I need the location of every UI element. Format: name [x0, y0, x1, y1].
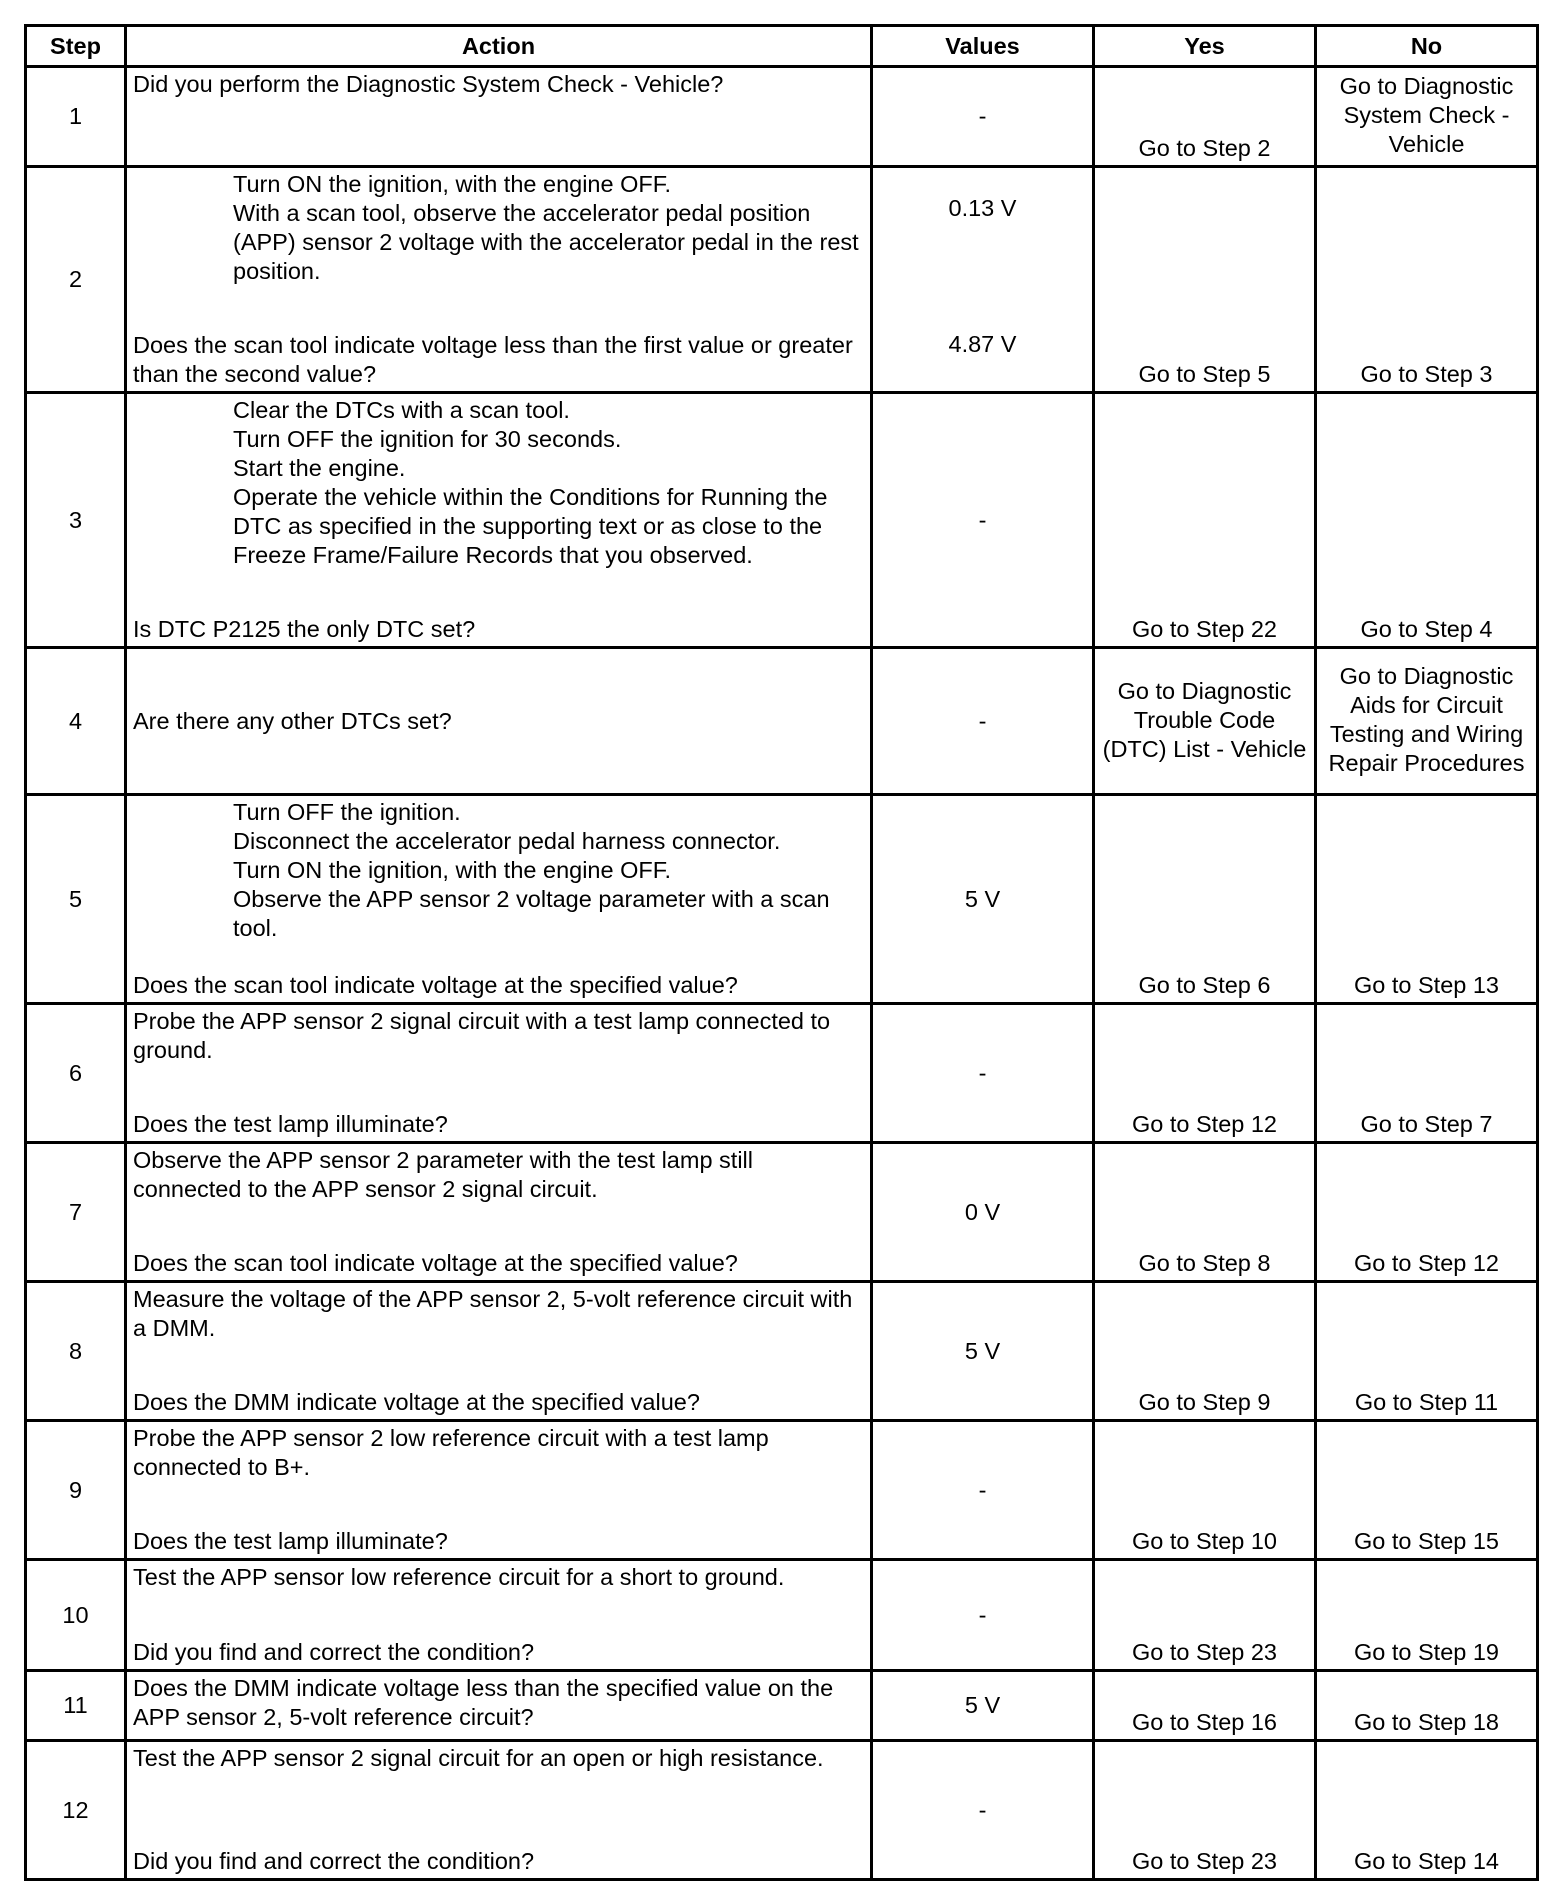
action-steps — [133, 798, 864, 943]
no-cell: Go to Step 4 — [1316, 393, 1538, 648]
action-cell — [126, 1741, 872, 1880]
header-no: No — [1316, 26, 1538, 67]
value-cell: - — [872, 1421, 1094, 1560]
no-cell: Go to Step 18 — [1316, 1671, 1538, 1741]
table-row — [26, 795, 1538, 1004]
yes-cell: Go to Step 23 — [1094, 1741, 1316, 1880]
action-question: Does the test lamp illuminate? — [133, 1528, 448, 1554]
action-text: Test the APP sensor low reference circuit for a short to ground. — [133, 1564, 785, 1590]
step-number: 11 — [26, 1671, 126, 1741]
action-cell — [126, 1671, 872, 1741]
yes-cell: Go to Step 2 — [1094, 67, 1316, 167]
action-text: Does the DMM indicate voltage less than the specified value on the APP sensor 2, 5-volt reference circuit? — [133, 1675, 834, 1730]
action-substep: Turn ON the ignition, with the engine OFF. — [233, 857, 672, 883]
action-cell — [126, 1560, 872, 1671]
no-cell: Go to Diagnostic System Check - Vehicle — [1316, 67, 1538, 167]
action-substep: Disconnect the accelerator pedal harness connector. — [233, 828, 781, 854]
step-number: 12 — [26, 1741, 126, 1880]
yes-cell: Go to Step 5 — [1094, 167, 1316, 393]
header-step: Step — [26, 26, 126, 67]
yes-cell: Go to Step 23 — [1094, 1560, 1316, 1671]
header-action: Action — [126, 26, 872, 67]
action-question: Does the scan tool indicate voltage at the specified value? — [133, 1250, 738, 1276]
yes-cell: Go to Step 16 — [1094, 1671, 1316, 1741]
value-cell: - — [872, 393, 1094, 648]
value-cell — [872, 167, 1094, 393]
step-number: 8 — [26, 1282, 126, 1421]
action-substep: Observe the APP sensor 2 voltage parameter with a scan tool. — [233, 886, 830, 941]
action-cell — [126, 167, 872, 393]
action-steps — [133, 396, 864, 570]
action-steps — [133, 170, 864, 286]
yes-cell: Go to Step 6 — [1094, 795, 1316, 1004]
yes-cell: Go to Step 10 — [1094, 1421, 1316, 1560]
step-number: 6 — [26, 1004, 126, 1143]
action-question: Is DTC P2125 the only DTC set? — [133, 616, 476, 642]
action-question: Does the DMM indicate voltage at the specified value? — [133, 1389, 700, 1415]
table-row — [26, 1560, 1538, 1671]
action-text: Probe the APP sensor 2 low reference circuit with a test lamp connected to B+. — [133, 1425, 769, 1480]
table-row — [26, 393, 1538, 648]
action-text: Did you perform the Diagnostic System Check - Vehicle? — [133, 71, 724, 97]
yes-cell: Go to Diagnostic Trouble Code (DTC) List - Vehicle — [1094, 648, 1316, 795]
action-text: Are there any other DTCs set? — [133, 707, 452, 734]
action-question: Does the scan tool indicate voltage at the specified value? — [133, 972, 738, 998]
action-question: Does the test lamp illuminate? — [133, 1111, 448, 1137]
no-cell: Go to Step 15 — [1316, 1421, 1538, 1560]
table-row — [26, 1421, 1538, 1560]
value-cell: 0 V — [872, 1143, 1094, 1282]
action-cell — [126, 795, 872, 1004]
yes-cell: Go to Step 12 — [1094, 1004, 1316, 1143]
action-substep: Start the engine. — [233, 455, 406, 481]
value-cell: 5 V — [872, 1671, 1094, 1741]
table-row — [26, 167, 1538, 393]
action-question: Does the scan tool indicate voltage less than the first value or greater than the second value? — [133, 332, 853, 387]
action-substep: Turn OFF the ignition for 30 seconds. — [233, 426, 622, 452]
no-cell: Go to Step 14 — [1316, 1741, 1538, 1880]
step-number: 10 — [26, 1560, 126, 1671]
no-cell: Go to Diagnostic Aids for Circuit Testing and Wiring Repair Procedures — [1316, 648, 1538, 795]
action-substep: Clear the DTCs with a scan tool. — [233, 397, 570, 423]
action-substep: Turn OFF the ignition. — [233, 799, 461, 825]
action-cell — [126, 648, 872, 795]
step-number: 3 — [26, 393, 126, 648]
no-cell: Go to Step 11 — [1316, 1282, 1538, 1421]
action-text: Test the APP sensor 2 signal circuit for an open or high resistance. — [133, 1745, 824, 1771]
table-row — [26, 1143, 1538, 1282]
action-cell — [126, 1421, 872, 1560]
step-number: 2 — [26, 167, 126, 393]
action-substep: Operate the vehicle within the Conditions for Running the DTC as specified in the supporting text or as close to the Freeze Frame/Failure Records that you observed. — [233, 484, 828, 568]
no-cell: Go to Step 13 — [1316, 795, 1538, 1004]
step-number: 9 — [26, 1421, 126, 1560]
action-cell — [126, 67, 872, 167]
diagnostic-table — [24, 24, 1539, 1881]
value-cell: - — [872, 1741, 1094, 1880]
table-row — [26, 1741, 1538, 1880]
header-yes: Yes — [1094, 26, 1316, 67]
table-row — [26, 1282, 1538, 1421]
action-cell — [126, 393, 872, 648]
yes-cell: Go to Step 22 — [1094, 393, 1316, 648]
action-substep: With a scan tool, observe the accelerator pedal position (APP) sensor 2 voltage with the accelerator pedal in the rest position. — [233, 200, 859, 284]
yes-cell: Go to Step 9 — [1094, 1282, 1316, 1421]
no-cell: Go to Step 3 — [1316, 167, 1538, 393]
value-min: 0.13 V — [948, 195, 1017, 221]
value-cell: - — [872, 67, 1094, 167]
action-question: Did you find and correct the condition? — [133, 1848, 535, 1874]
no-cell: Go to Step 7 — [1316, 1004, 1538, 1143]
table-row — [26, 1671, 1538, 1741]
action-text: Probe the APP sensor 2 signal circuit with a test lamp connected to ground. — [133, 1008, 831, 1063]
header-values: Values — [872, 26, 1094, 67]
header-row — [26, 26, 1538, 67]
action-text: Observe the APP sensor 2 parameter with the test lamp still connected to the APP sensor 2 signal circuit. — [133, 1147, 753, 1202]
no-cell: Go to Step 19 — [1316, 1560, 1538, 1671]
yes-cell: Go to Step 8 — [1094, 1143, 1316, 1282]
step-number: 5 — [26, 795, 126, 1004]
action-substep: Turn ON the ignition, with the engine OFF. — [233, 171, 672, 197]
table-row — [26, 648, 1538, 795]
no-cell: Go to Step 12 — [1316, 1143, 1538, 1282]
table-row — [26, 1004, 1538, 1143]
action-question: Did you find and correct the condition? — [133, 1639, 535, 1665]
value-cell: - — [872, 1560, 1094, 1671]
action-cell — [126, 1282, 872, 1421]
step-number: 1 — [26, 67, 126, 167]
table-row — [26, 67, 1538, 167]
step-number: 7 — [26, 1143, 126, 1282]
action-cell — [126, 1004, 872, 1143]
value-cell: 5 V — [872, 795, 1094, 1004]
step-number: 4 — [26, 648, 126, 795]
action-text: Measure the voltage of the APP sensor 2, 5-volt reference circuit with a DMM. — [133, 1286, 853, 1341]
value-cell: 5 V — [872, 1282, 1094, 1421]
value-cell: - — [872, 1004, 1094, 1143]
value-cell: - — [872, 648, 1094, 795]
value-max: 4.87 V — [948, 331, 1017, 357]
action-cell — [126, 1143, 872, 1282]
